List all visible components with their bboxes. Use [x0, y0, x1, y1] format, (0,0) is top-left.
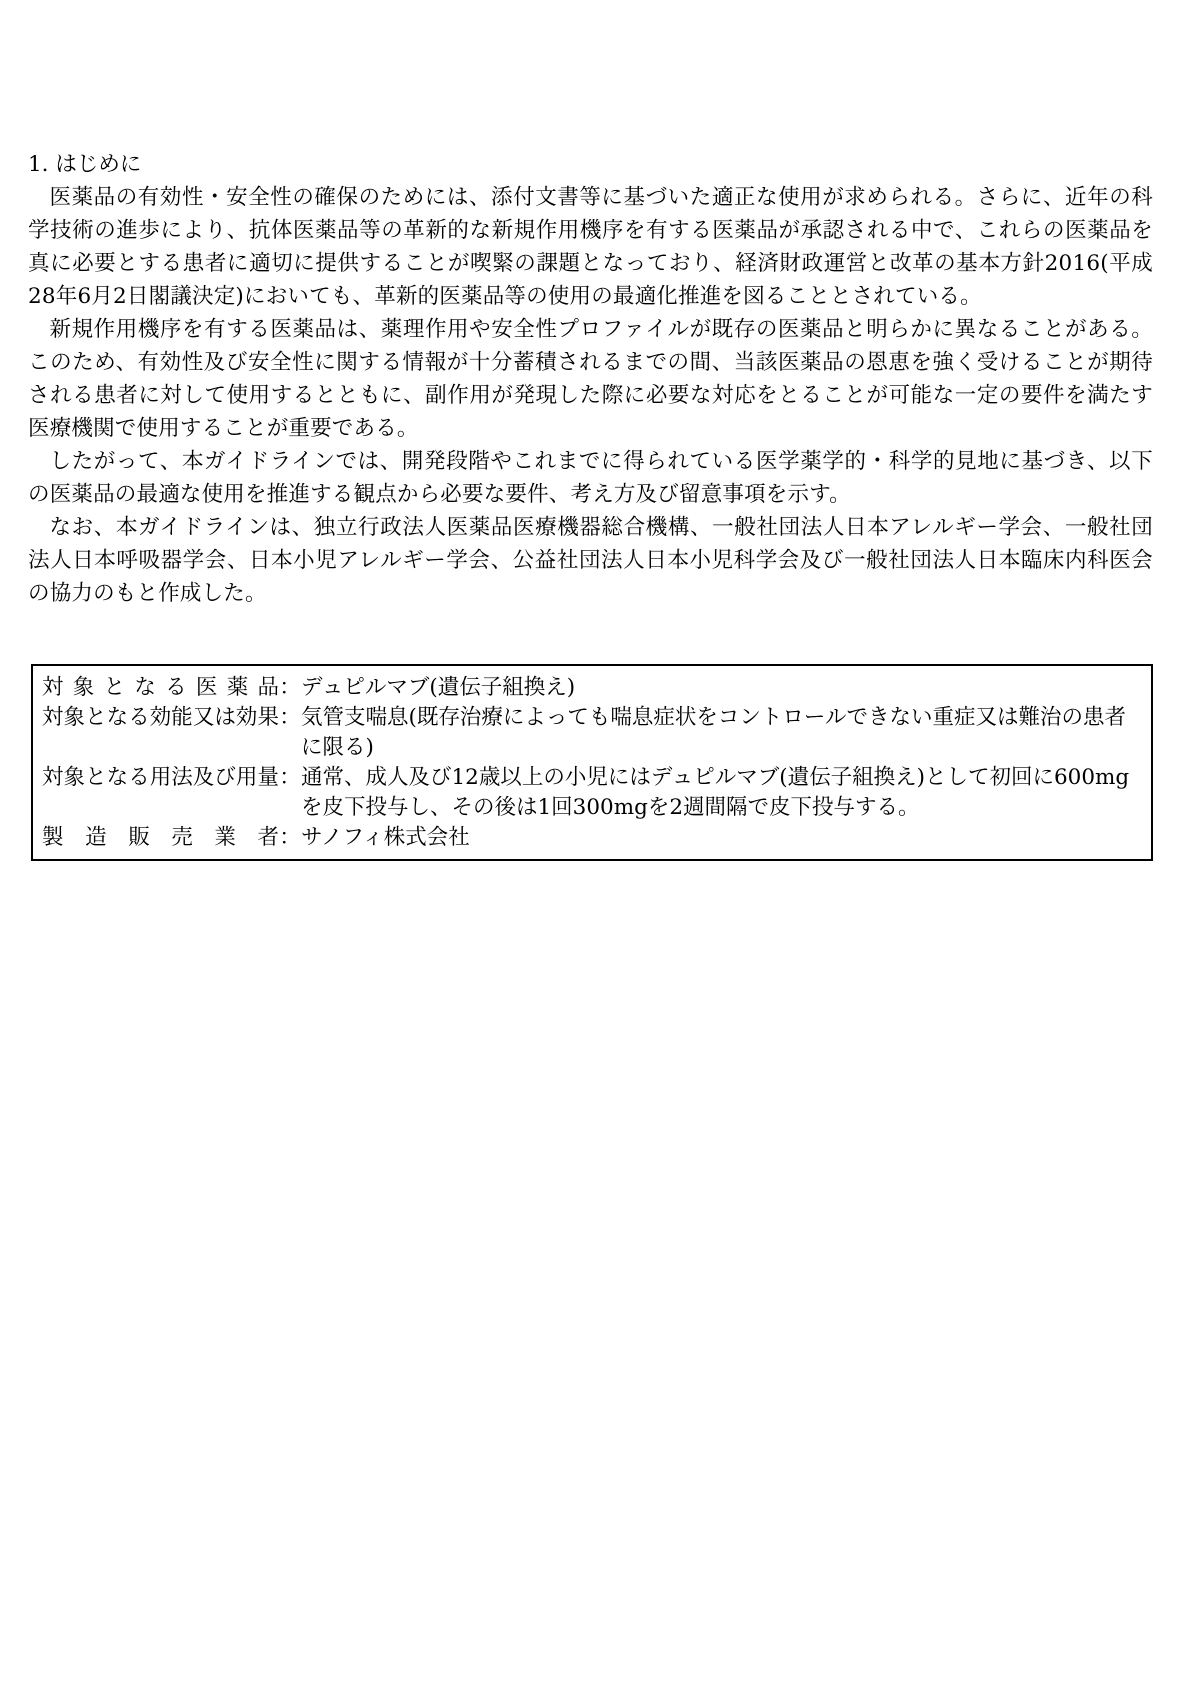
- paragraph-2: 新規作用機序を有する医薬品は、薬理作用や安全性プロファイルが既存の医薬品と明らかに異なることがある。このため、有効性及び安全性に関する情報が十分蓄積されるまでの間、当該医薬品の恩恵を強く受けることが期待される患者に対して使用するとともに、副作用が発現した際に必要な対応をとることが可能な一定の要件を満たす医療機関で使用することが重要である。: [28, 317, 1153, 441]
- paragraph-4: なお、本ガイドラインは、独立行政法人医薬品医療機器総合機構、一般社団法人日本アレルギー学会、一般社団法人日本呼吸器学会、日本小児アレルギー学会、公益社団法人日本小児科学会及び一般社団法人日本臨床内科医会の協力のもと作成した。: [28, 515, 1153, 606]
- label-colon: ：: [279, 825, 301, 850]
- target-drug-value: デュピルマブ(遺伝子組換え): [301, 675, 576, 700]
- info-row-target-drug: [42, 673, 1142, 703]
- label-colon: ：: [279, 765, 301, 790]
- indication-label: 対象となる効能又は効果: [42, 705, 279, 730]
- manufacturer-label: 製造販売業者: [42, 825, 279, 850]
- info-row-indication: [42, 703, 1142, 763]
- dosage-label: 対象となる用法及び用量: [42, 765, 279, 790]
- label-colon: ：: [279, 705, 301, 730]
- manufacturer-value: サノフィ株式会社: [301, 825, 470, 850]
- label-colon: ：: [279, 675, 301, 700]
- paragraph-3: したがって、本ガイドラインでは、開発段階やこれまでに得られている医学薬学的・科学的見地に基づき、以下の医薬品の最適な使用を推進する観点から必要な要件、考え方及び留意事項を示す。: [28, 449, 1153, 507]
- drug-info-box: [31, 664, 1153, 861]
- indication-value: 気管支喘息(既存治療によっても喘息症状をコントロールできない重症又は難治の患者に限る): [301, 705, 1126, 760]
- info-row-manufacturer: [42, 823, 1142, 853]
- info-row-dosage: [42, 763, 1142, 823]
- dosage-value: 通常、成人及び12歳以上の小児にはデュピルマブ(遺伝子組換え)として初回に600mgを皮下投与し、その後は1回300mgを2週間隔で皮下投与する。: [301, 765, 1130, 820]
- target-drug-label: 対象となる医薬品: [42, 675, 279, 700]
- section-heading: 1. はじめに: [28, 152, 142, 177]
- paragraph-1: 医薬品の有効性・安全性の確保のためには、添付文書等に基づいた適正な使用が求められる。さらに、近年の科学技術の進歩により、抗体医薬品等の革新的な新規作用機序を有する医薬品が承認される中で、これらの医薬品を真に必要とする患者に適切に提供することが喫緊の課題となっており、経済財政運営と改革の基本方針2016(平成28年6月2日閣議決定)においても、革新的医薬品等の使用の最適化推進を図ることとされている。: [28, 185, 1153, 309]
